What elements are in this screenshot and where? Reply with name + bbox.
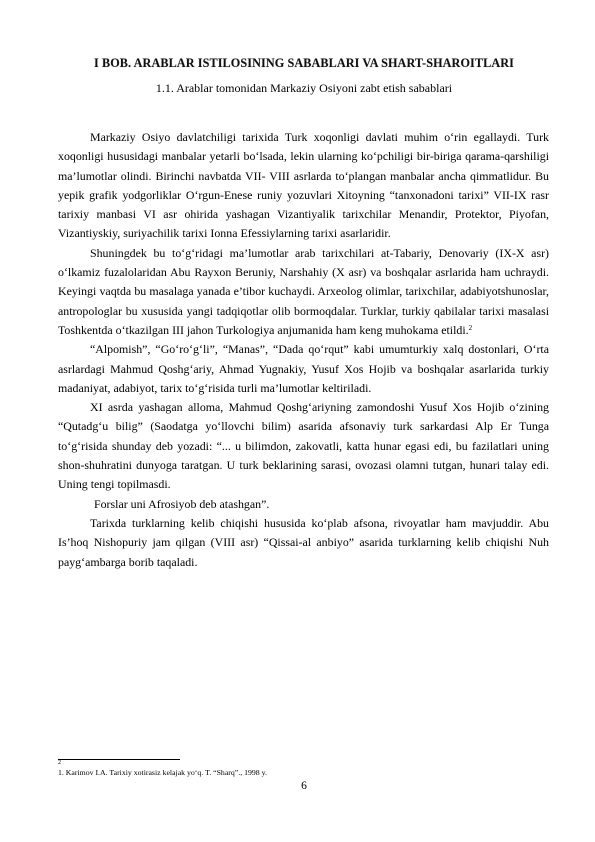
footnote-text: 1. Karimov I.A. Tarixiy xotirasiz kelajak yo‘q. T. “Sharq”., 1998 y. [58,768,267,777]
paragraph-2 [58,244,549,340]
footnote-mark: 2 [58,760,61,766]
paragraph-5: Forslar uni Afrosiyob deb atashgan”. [94,496,270,511]
paragraph-3: “Alpomish”, “Go‘ro‘g‘li”, “Manas”, “Dada qo‘rqut” kabi umumturkiy xalq dostonlari, O‘rta asrlardagi Mahmud Qoshg‘ariy, Ahmad Yugnakiy, Yusuf Xos Hojib va boshqalar asarlarida turkiy madaniyat, adabiyot, tarix to‘g‘risida turli ma’lumotlar keltiriladi. [58,342,549,395]
chapter-title: I BOB. ARABLAR ISTILOSINING SABABLARI VA SHART-SHAROITLARI [94,56,514,70]
paragraph-6: Tarixda turklarning kelib chiqishi hususida ko‘plab afsona, rivoyatlar ham mavjuddir. Abu Is’hoq Nishopuriy jam qilgan (VIII asr) “Qissai-al anbiyo” asarida turklarning kelib chiqishi Nuh payg‘ambarga borib taqaladi. [58,515,549,569]
page-number: 6 [301,780,307,792]
paragraph-4: XI asrda yashagan alloma, Mahmud Qoshg‘ariyning zamondoshi Yusuf Xos Hojib o‘zining “Qutadg‘u bilig” (Saodatga yo‘llovchi bilim) asarida afsonaviy turk sarkardasi Alp Er Tunga to‘g‘risida shunday deb yozadi: “... u bilimdon, zakovatli, katta hunar egasi edi, bu fazilatlari uning shon-shuhratini dunyoga taratgan. U turk beklarining sarasi, ovozasi olamni tutgan, hunari talay edi. Uning tengi topilmasdi. [58,400,549,492]
section-title: 1.1. Arablar tomonidan Markaziy Osiyoni zabt etish sabablari [155,81,453,95]
footnote-reference[interactable]: 2 [468,323,473,332]
paragraph-1: Markaziy Osiyo davlatchiligi tarixida Turk xoqonligi davlati muhim o‘rin egallaydi. Turk xoqonligi hususidagi manbalar yetarli bo‘lsada, lekin ularning ko‘pchiligi bir-biriga qarama-qarshiligi ma’lumotlar olindi. Birinchi navbatda VII- VIII asrlarda to‘plangan manbalar ancha qimmatlidur. Bu yepik grafik yodgorliklar O‘rgun-Enese runiy yozuvlari Xitoyning “tanxonadoni tarixi” VII-IX rasr tarixiy manbasi VI asr ohirida yashagan Vizantiyalik tarixchilar Menandir, Protektor, Piyofan, Vizantiyskiy, suriyachilik tarixi Ionna Efessiylarning tarixi asarlaridir. [58,130,549,241]
footnote-separator [58,759,180,760]
paragraph-2-text: Shuningdek bu to‘g‘ridagi ma’lumotlar arab tarixchilari at-Tabariy, Denovariy (IX-X asr) o‘lkamiz fuzalolaridan Abu Rayxon Beruniy, Narshahiy (X asr) va boshqalar asrlarida ham uchraydi. Keyingi vaqtda bu masalaga yanada e’tibor kuchaydi. Arxeolog olimlar, tarixchilar, adabiyotshunoslar, antropologlar bu xususida yangi tadqiqotlar olib bormoqdalar. Turklar, turkiy qabilalar tarixi masalasi Toshkentda o‘tkazilgan III jahon Turkologiya anjumanida ham keng muhokama etildi. [58,245,549,337]
body-text [58,128,549,572]
